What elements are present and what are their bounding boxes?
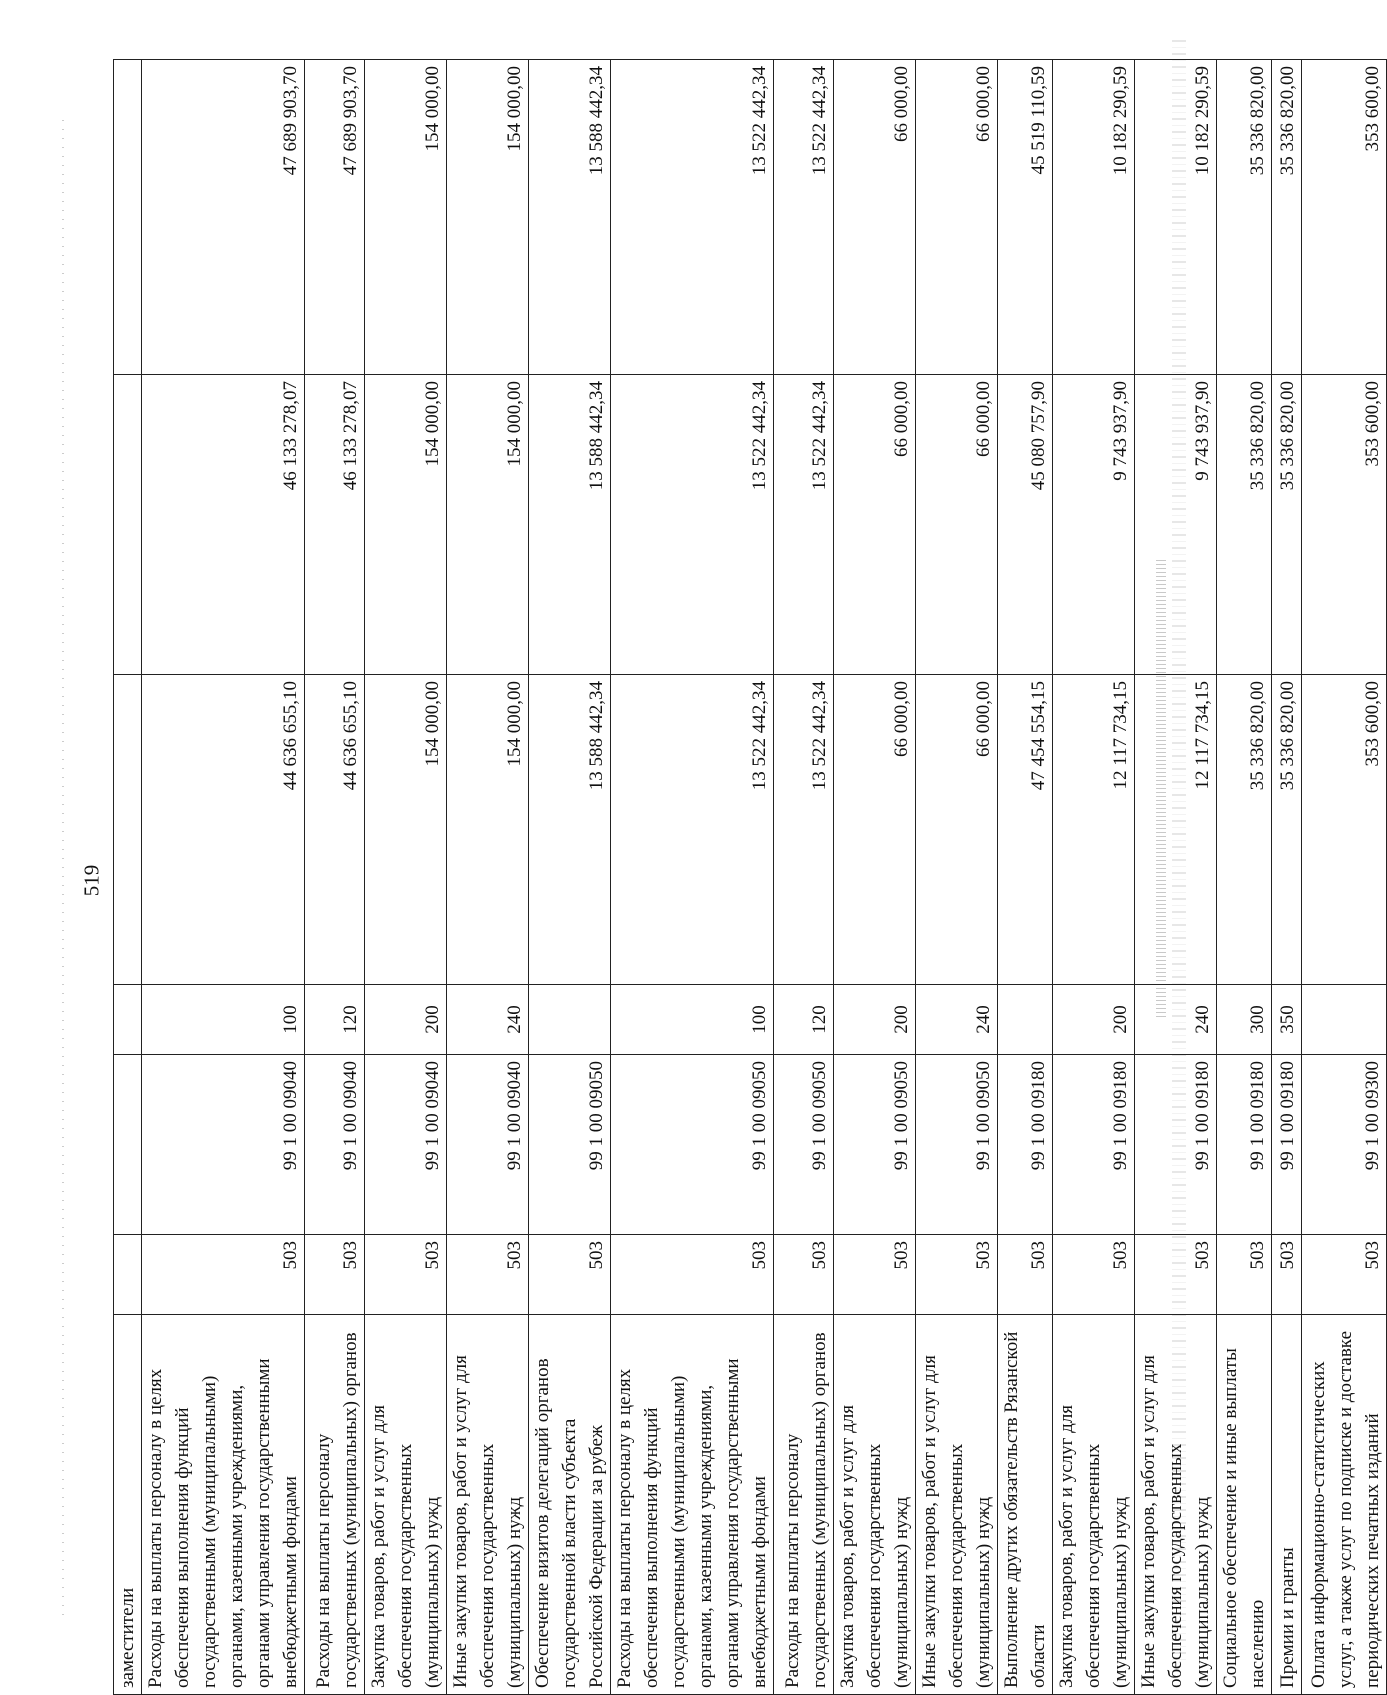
table-row (529, 60, 611, 1695)
amount-year-3: 66 000,00 (916, 60, 998, 375)
table-row (305, 60, 365, 1695)
amount-year-2: 13 522 442,34 (611, 375, 774, 675)
section-code: 503 (529, 1235, 611, 1315)
amount-year-1: 44 636 655,10 (142, 675, 305, 985)
amount-year-1 (114, 675, 142, 985)
amount-year-2: 353 600,00 (1302, 375, 1387, 675)
amount-year-2 (114, 375, 142, 675)
row-name: Закупка товаров, работ и услуг для обеспечения государственных (муниципальных) нужд (1053, 1315, 1135, 1695)
section-code: 503 (611, 1235, 774, 1315)
row-name: Премии и гранты (1272, 1315, 1302, 1695)
amount-year-1: 35 336 820,00 (1272, 675, 1302, 985)
amount-year-3: 47 689 903,70 (305, 60, 365, 375)
amount-year-3 (114, 60, 142, 375)
target-article-code: 99 1 00 09050 (529, 1055, 611, 1235)
amount-year-1: 154 000,00 (447, 675, 529, 985)
row-name: Иные закупки товаров, работ и услуг для обеспечения государственных (муниципальных) нужд (1135, 1315, 1217, 1695)
target-article-code: 99 1 00 09180 (1272, 1055, 1302, 1235)
expense-type-code: 120 (774, 985, 834, 1055)
section-code: 503 (447, 1235, 529, 1315)
amount-year-2: 45 080 757,90 (998, 375, 1053, 675)
row-name: Иные закупки товаров, работ и услуг для обеспечения государственных (муниципальных) нужд (447, 1315, 529, 1695)
amount-year-1: 154 000,00 (365, 675, 447, 985)
target-article-code (114, 1055, 142, 1235)
expense-type-code: 200 (1053, 985, 1135, 1055)
page-number: 519 (79, 864, 104, 897)
amount-year-2: 154 000,00 (447, 375, 529, 675)
amount-year-1: 13 522 442,34 (611, 675, 774, 985)
section-code: 503 (1135, 1235, 1217, 1315)
section-code: 503 (916, 1235, 998, 1315)
row-name: Иные закупки товаров, работ и услуг для обеспечения государственных (муниципальных) нужд (916, 1315, 998, 1695)
amount-year-1: 47 454 554,15 (998, 675, 1053, 985)
expense-type-code (1302, 985, 1387, 1055)
amount-year-2: 46 133 278,07 (305, 375, 365, 675)
expense-type-code: 240 (447, 985, 529, 1055)
amount-year-1: 35 336 820,00 (1217, 675, 1272, 985)
row-name: Выполнение других обязательств Рязанской области (998, 1315, 1053, 1695)
target-article-code: 99 1 00 09050 (916, 1055, 998, 1235)
amount-year-2: 9 743 937,90 (1053, 375, 1135, 675)
amount-year-1: 353 600,00 (1302, 675, 1387, 985)
amount-year-3: 45 519 110,59 (998, 60, 1053, 375)
row-name: Социальное обеспечение и иные выплаты населению (1217, 1315, 1272, 1695)
section-code: 503 (998, 1235, 1053, 1315)
target-article-code: 99 1 00 09180 (1217, 1055, 1272, 1235)
amount-year-3: 353 600,00 (1302, 60, 1387, 375)
table-row (998, 60, 1053, 1695)
row-name: Обеспечение визитов делегаций органов государственной власти субъекта Российской Федерации за рубеж (529, 1315, 611, 1695)
target-article-code: 99 1 00 09180 (1053, 1055, 1135, 1235)
amount-year-3: 13 522 442,34 (774, 60, 834, 375)
amount-year-3: 35 336 820,00 (1217, 60, 1272, 375)
amount-year-1: 66 000,00 (834, 675, 916, 985)
table-row (114, 60, 142, 1695)
expense-type-code: 350 (1272, 985, 1302, 1055)
table-row (1135, 60, 1217, 1695)
expense-type-code: 200 (365, 985, 447, 1055)
table-row (774, 60, 834, 1695)
section-code: 503 (305, 1235, 365, 1315)
amount-year-1: 44 636 655,10 (305, 675, 365, 985)
amount-year-3: 13 522 442,34 (611, 60, 774, 375)
amount-year-3: 13 588 442,34 (529, 60, 611, 375)
amount-year-1: 66 000,00 (916, 675, 998, 985)
section-code: 503 (1217, 1235, 1272, 1315)
target-article-code: 99 1 00 09180 (998, 1055, 1053, 1235)
amount-year-3: 10 182 290,59 (1135, 60, 1217, 375)
amount-year-2: 66 000,00 (834, 375, 916, 675)
scan-artifact-left (62, 120, 64, 1620)
expense-type-code: 240 (1135, 985, 1217, 1055)
expense-type-code: 100 (611, 985, 774, 1055)
amount-year-3: 47 689 903,70 (142, 60, 305, 375)
expense-type-code: 100 (142, 985, 305, 1055)
table-row (1272, 60, 1302, 1695)
row-name: Расходы на выплаты персоналу государственных (муниципальных) органов (774, 1315, 834, 1695)
amount-year-3: 35 336 820,00 (1272, 60, 1302, 375)
table-row (916, 60, 998, 1695)
table-row (611, 60, 774, 1695)
amount-year-2: 35 336 820,00 (1272, 375, 1302, 675)
target-article-code: 99 1 00 09050 (834, 1055, 916, 1235)
amount-year-1: 12 117 734,15 (1053, 675, 1135, 985)
target-article-code: 99 1 00 09040 (447, 1055, 529, 1235)
amount-year-1: 12 117 734,15 (1135, 675, 1217, 985)
amount-year-3: 10 182 290,59 (1053, 60, 1135, 375)
row-name: Закупка товаров, работ и услуг для обеспечения государственных (муниципальных) нужд (365, 1315, 447, 1695)
budget-table (113, 59, 1387, 1695)
expense-type-code: 200 (834, 985, 916, 1055)
target-article-code: 99 1 00 09050 (611, 1055, 774, 1235)
target-article-code: 99 1 00 09040 (142, 1055, 305, 1235)
expense-type-code: 240 (916, 985, 998, 1055)
table-row (365, 60, 447, 1695)
section-code: 503 (774, 1235, 834, 1315)
amount-year-3: 154 000,00 (447, 60, 529, 375)
section-code: 503 (1053, 1235, 1135, 1315)
section-code: 503 (142, 1235, 305, 1315)
amount-year-2: 46 133 278,07 (142, 375, 305, 675)
section-code: 503 (365, 1235, 447, 1315)
table-row (1302, 60, 1387, 1695)
expense-type-code: 120 (305, 985, 365, 1055)
table-row (1053, 60, 1135, 1695)
target-article-code: 99 1 00 09040 (365, 1055, 447, 1235)
section-code: 503 (1272, 1235, 1302, 1315)
table-row (447, 60, 529, 1695)
amount-year-2: 66 000,00 (916, 375, 998, 675)
row-name: Закупка товаров, работ и услуг для обеспечения государственных (муниципальных) нужд (834, 1315, 916, 1695)
amount-year-2: 35 336 820,00 (1217, 375, 1272, 675)
table-row (1217, 60, 1272, 1695)
expense-type-code: 300 (1217, 985, 1272, 1055)
amount-year-1: 13 588 442,34 (529, 675, 611, 985)
table-row (142, 60, 305, 1695)
section-code: 503 (834, 1235, 916, 1315)
row-name: Расходы на выплаты персоналу в целях обеспечения выполнения функций государственными (муниципальными) органами, казенными учреждениями, органами управления государственными внебюджетными фондами (611, 1315, 774, 1695)
row-name: Расходы на выплаты персоналу в целях обеспечения выполнения функций государственными (муниципальными) органами, казенными учреждениями, органами управления государственными внебюджетными фондами (142, 1315, 305, 1695)
expense-type-code (114, 985, 142, 1055)
table-row (834, 60, 916, 1695)
amount-year-1: 13 522 442,34 (774, 675, 834, 985)
expense-type-code (998, 985, 1053, 1055)
target-article-code: 99 1 00 09050 (774, 1055, 834, 1235)
amount-year-2: 9 743 937,90 (1135, 375, 1217, 675)
target-article-code: 99 1 00 09300 (1302, 1055, 1387, 1235)
row-name: заместители (114, 1315, 142, 1695)
amount-year-3: 154 000,00 (365, 60, 447, 375)
amount-year-2: 13 522 442,34 (774, 375, 834, 675)
amount-year-2: 13 588 442,34 (529, 375, 611, 675)
row-name: Оплата информационно-статистических услуг, а также услуг по подписке и доставке периодических печатных изданий (1302, 1315, 1387, 1695)
amount-year-3: 66 000,00 (834, 60, 916, 375)
section-code: 503 (1302, 1235, 1387, 1315)
target-article-code: 99 1 00 09040 (305, 1055, 365, 1235)
section-code (114, 1235, 142, 1315)
target-article-code: 99 1 00 09180 (1135, 1055, 1217, 1235)
rotated-table-container (113, 60, 1383, 1695)
expense-type-code (529, 985, 611, 1055)
row-name: Расходы на выплаты персоналу государственных (муниципальных) органов (305, 1315, 365, 1695)
amount-year-2: 154 000,00 (365, 375, 447, 675)
